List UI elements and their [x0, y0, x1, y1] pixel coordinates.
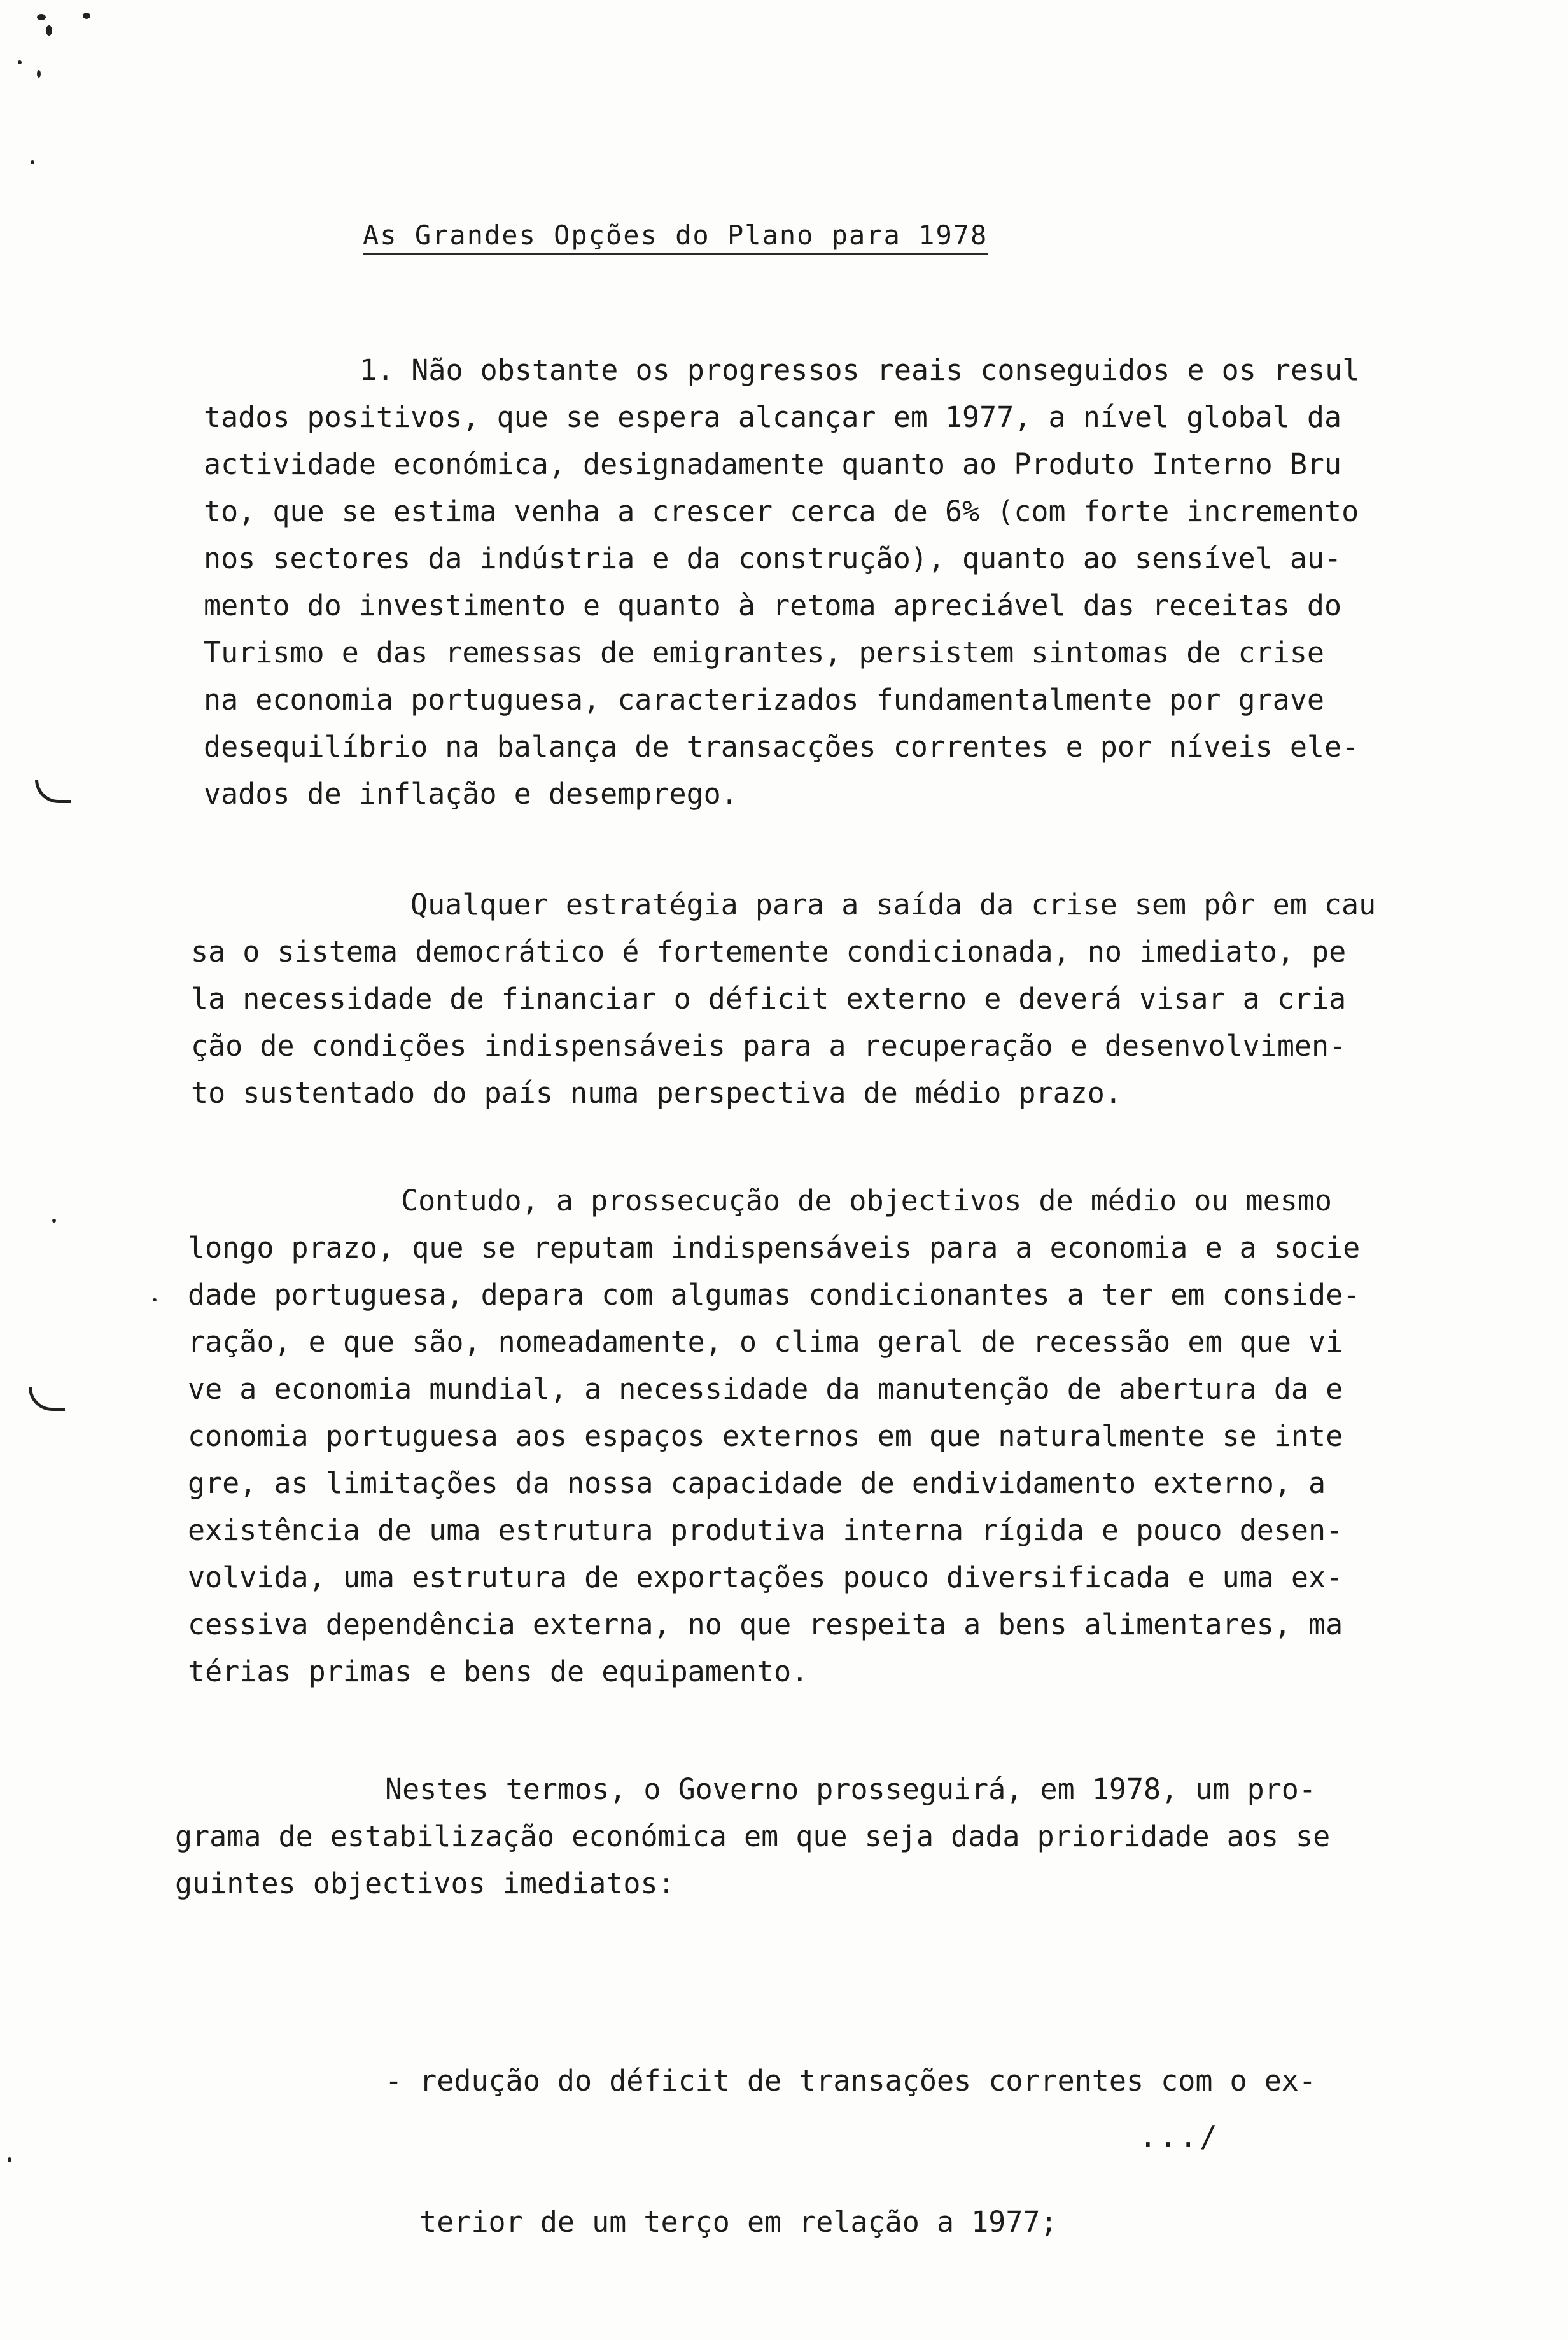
scan-speck	[52, 1219, 56, 1223]
text-line: tados positivos, que se espera alcançar em 1977, a nível global da	[204, 400, 1342, 434]
paragraph-2	[191, 881, 1376, 1117]
scan-speck	[153, 1298, 157, 1301]
paragraph-1	[204, 347, 1359, 818]
text-line: térias primas e bens de equipamento.	[188, 1655, 809, 1688]
text-line: nos sectores da indústria e da construção), quanto ao sensível au-	[204, 542, 1342, 575]
scan-speck	[31, 160, 34, 164]
text-line: Contudo, a prossecução de objectivos de médio ou mesmo	[401, 1184, 1332, 1217]
text-line: ve a economia mundial, a necessidade da manutenção de abertura da e	[188, 1372, 1343, 1406]
text-line: conomia portuguesa aos espaços externos em que naturalmente se inte	[188, 1419, 1343, 1453]
text-line: Qualquer estratégia para a saída da crise sem pôr em cau	[410, 888, 1376, 921]
text-line: mento do investimento e quanto à retoma apreciável das receitas do	[204, 589, 1342, 622]
text-line: 1. Não obstante os progressos reais conseguidos e os resul	[360, 353, 1360, 387]
text-line: to sustentado do país numa perspectiva de médio prazo.	[191, 1076, 1122, 1110]
text-line: vados de inflação e desemprego.	[204, 777, 738, 811]
text-line: cessiva dependência externa, no que respeita a bens alimentares, ma	[188, 1608, 1343, 1641]
text-line: Turismo e das remessas de emigrantes, persistem sintomas de crise	[204, 636, 1324, 669]
text-line: terior de um terço em relação a 1977;	[385, 2205, 1058, 2239]
scan-speck	[37, 14, 46, 20]
text-line: - redução do déficit de transações correntes com o ex-	[385, 2064, 1316, 2098]
margin-pencil-mark	[35, 780, 71, 803]
margin-pencil-mark	[29, 1387, 65, 1411]
text-line: gre, as limitações da nossa capacidade de endividamento externo, a	[188, 1466, 1326, 1500]
text-line: desequilíbrio na balança de transacções correntes e por níveis ele-	[204, 730, 1359, 764]
document-title: As Grandes Opções do Plano para 1978	[363, 220, 988, 255]
scan-speck	[37, 70, 41, 78]
text-line: na economia portuguesa, caracterizados fundamentalmente por grave	[204, 683, 1324, 717]
text-line: to, que se estima venha a crescer cerca de 6% (com forte incremento	[204, 494, 1359, 528]
scan-speck	[18, 60, 22, 64]
text-line: la necessidade de financiar o déficit externo e deverá visar a cria	[191, 982, 1347, 1016]
scan-speck	[46, 25, 52, 36]
text-line: longo prazo, que se reputam indispensáveis para a economia e a socie	[188, 1231, 1361, 1265]
text-line: ção de condições indispensáveis para a recuperação e desenvolvimen-	[191, 1029, 1347, 1063]
text-line: ração, e que são, nomeadamente, o clima geral de recessão em que vi	[188, 1325, 1343, 1359]
text-line: Nestes termos, o Governo prosseguirá, em 1978, um pro-	[385, 1772, 1316, 1806]
paragraph-4	[175, 1766, 1330, 1907]
continuation-marker: .../	[1139, 2119, 1220, 2154]
scan-speck	[8, 2157, 11, 2162]
text-line: volvida, uma estrutura de exportações pouco diversificada e uma ex-	[188, 1560, 1343, 1594]
paragraph-3	[188, 1177, 1360, 1695]
text-line: sa o sistema democrático é fortemente condicionada, no imediato, pe	[191, 935, 1347, 969]
text-line: existência de uma estrutura produtiva interna rígida e pouco desen-	[188, 1513, 1343, 1547]
text-line: actividade económica, designadamente quanto ao Produto Interno Bru	[204, 447, 1342, 481]
scan-speck	[83, 13, 90, 19]
text-line: dade portuguesa, depara com algumas condicionantes a ter em conside-	[188, 1278, 1361, 1312]
text-line: grama de estabilização económica em que seja dada prioridade aos se	[175, 1819, 1331, 1853]
text-line: guintes objectivos imediatos:	[175, 1867, 675, 1900]
